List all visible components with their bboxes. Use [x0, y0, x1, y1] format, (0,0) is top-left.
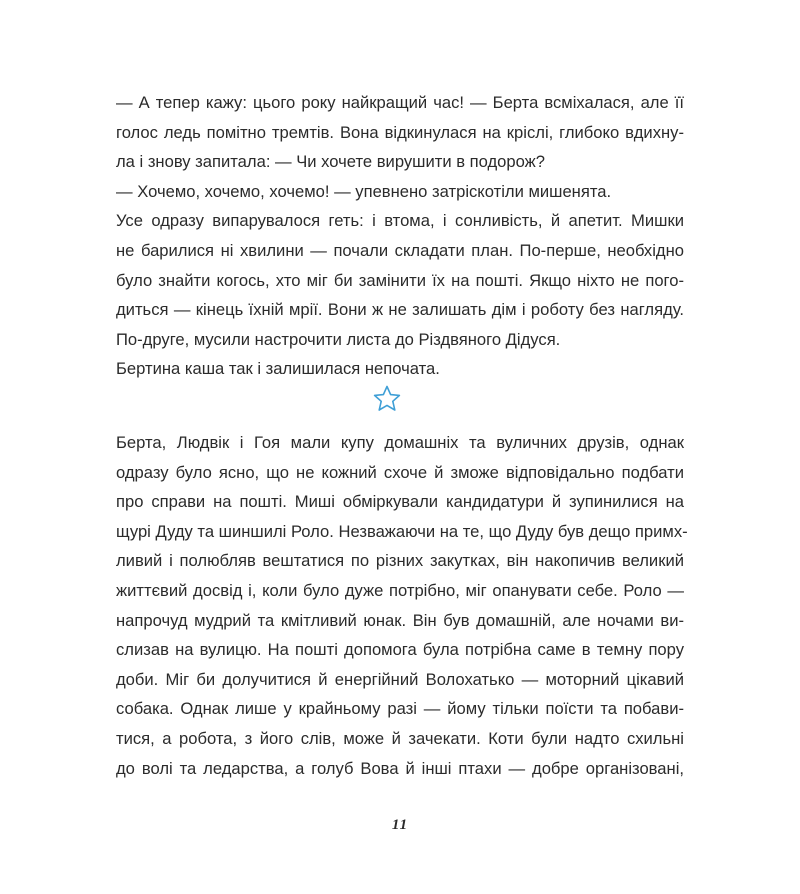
text-line: голос ледь помітно тремтів. Вона відкинулася на кріслі, глибоко вдихну-: [116, 122, 684, 142]
text-line: напрочуд мудрий та кмітливий юнак. Він був домашній, але ночами ви-: [116, 610, 684, 630]
star-outline-icon: [372, 384, 402, 414]
text-block-bottom: [116, 428, 688, 783]
text-line: не барилися ні хвилини — почали складати план. По-перше, необхідно: [116, 240, 684, 260]
text-line: Берта, Людвік і Гоя мали купу домашніх та вуличних друзів, однак: [116, 433, 684, 452]
text-line: По-друге, мусили настрочити листа до Різдвяного Дідуся.: [116, 329, 561, 349]
text-line: Бертина каша так і залишилася непочата.: [116, 359, 440, 379]
text-line: собака. Однак лише у крайньому разі — йому тільки поїсти та побави-: [116, 699, 684, 719]
text-line: життєвий досвід і, коли було дуже потрібно, міг опанувати себе. Роло —: [116, 580, 684, 600]
text-line: тися, а робота, з його слів, може й зачекати. Коти були надто схильні: [116, 728, 684, 748]
text-line: слизав на вулицю. На пошті допомога була потрібна саме в темну пору: [116, 640, 684, 660]
text-line: Усе одразу випарувалося геть: і втома, і сонливість, й апетит. Мишки: [116, 211, 684, 231]
text-line: було знайти когось, хто міг би замінити їх на пошті. Якщо ніхто не пого-: [116, 270, 684, 290]
text-line: ливий і полюбляв вештатися по різних закутках, він накопичив великий: [116, 551, 684, 571]
text-line: ла і знову запитала: — Чи хочете вирушити в подорож?: [116, 152, 546, 172]
text-line: про справи на пошті. Миші обміркували кандидатури й зупинилися на: [116, 492, 684, 512]
text-line: диться — кінець їхній мрії. Вони ж не залишать дім і роботу без нагляду.: [116, 300, 684, 320]
text-block-top: [116, 88, 684, 384]
text-line: одразу було ясно, що не кожний схоче й зможе відповідально подбати: [116, 462, 684, 482]
text-line: — А тепер кажу: цього року найкращий час! — Берта всміхалася, але її: [116, 93, 684, 112]
page-number: 11: [391, 817, 409, 833]
text-line: до волі та ледарства, а голуб Вова й інші птахи — добре організовані,: [116, 758, 684, 778]
text-line: — Хочемо, хочемо, хочемо! — упевнено затріскотіли мишенята.: [116, 181, 612, 201]
text-line: щурі Дуду та шиншилі Роло. Незважаючи на те, що Дуду був дещо примх-: [116, 521, 688, 541]
text-line: доби. Міг би долучитися й енергійний Волохатько — моторний цікавий: [116, 669, 684, 689]
